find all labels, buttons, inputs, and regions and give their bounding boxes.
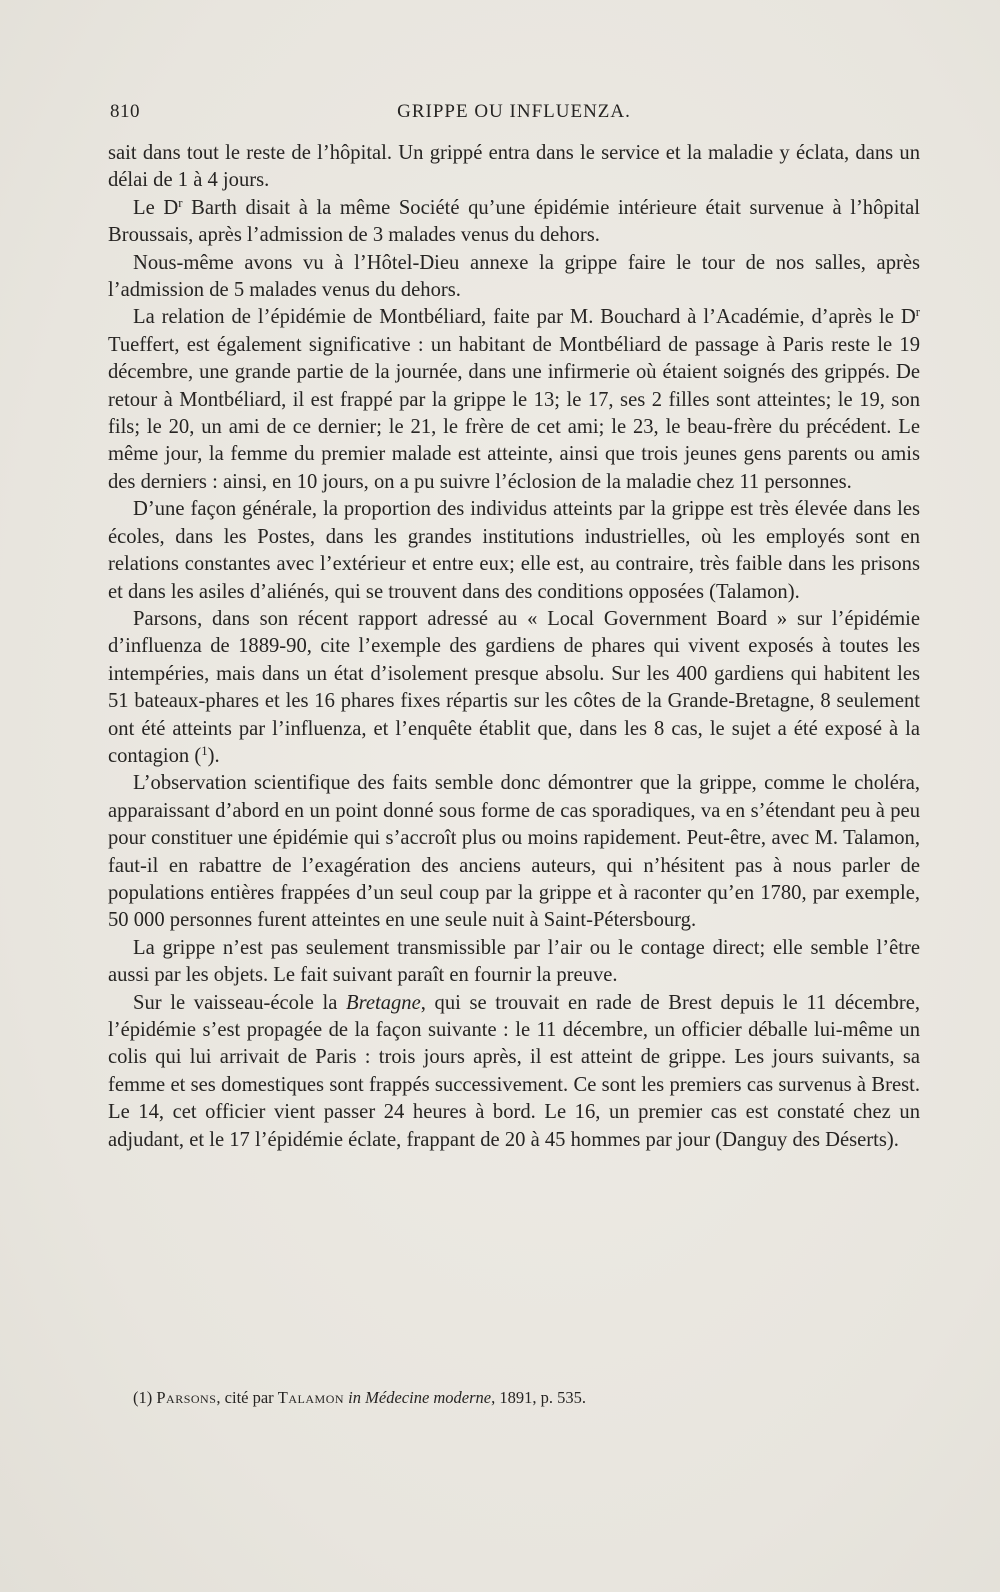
footnote-marker: (1) — [133, 1388, 153, 1407]
ship-name: Bretagne — [346, 991, 421, 1014]
running-title: GRIPPE OU INFLUENZA. — [397, 101, 631, 122]
paragraph-5: D’une façon générale, la proportion des individus atteints par la grippe est très élevée dans les écoles, dans les Postes, dans les grandes institutions industrielles, où les employés sont en relations constantes avec l’extérieur et entre eux; elle est, au contraire, très faible dans les prisons et dans les asiles d’aliénés, qui se trouvent dans des conditions opposées (Talamon). — [108, 498, 920, 603]
footnote-author-2: Talamon — [277, 1388, 345, 1407]
paragraph-6: Parsons, dans son récent rapport adressé au « Local Government Board » sur l’épidémie d’influenza de 1889-90, cite l’exemple des gardiens de phares qui vivent exposés à toutes les intempéries, mais dans un état d’isolement presque absolu. Sur les 400 gardiens qui habitent les 51 bateaux-phares et les 16 phares fixes répartis sur les côtes de la Grande-Bretagne, 8 seulement ont été atteints par l’influenza, et l’enquête établit que, dans les 8 cas, le sujet a été exposé à la contagion ($^1$). — [108, 607, 920, 767]
paragraph-8: La grippe n’est pas seulement transmissible par l’air ou le contage direct; elle semble l’être aussi par les objets. Le fait suivant paraît en fournir la preuve. — [108, 936, 920, 987]
page-number: 810 — [110, 101, 140, 122]
footnote-journal: Médecine moderne — [365, 1388, 492, 1407]
page-header — [108, 101, 920, 127]
footnote-reference[interactable]: 1 — [201, 743, 208, 758]
paragraph-7: L’observation scientifique des faits semble donc démontrer que la grippe, comme le choléra, apparaissant d’abord en un point donné sous forme de cas sporadiques, va en s’étendant peu à peu pour constituer une épidémie qui s’accroît plus ou moins rapidement. Peut-être, avec M. Talamon, faut-il en rabattre de l’exagération des anciens auteurs, qui n’hésitent pas à nous parler de populations entières frappées d’un seul coup par la grippe et à raconter qu’en 1780, par exemple, 50 000 personnes furent atteintes en une seule nuit à Saint-Pétersbourg. — [108, 772, 920, 932]
paragraph-1: sait dans tout le reste de l’hôpital. Un grippé entra dans le service et la maladie y éclata, dans un délai de 1 à 4 jours. — [108, 142, 920, 192]
paragraph-4: La relation de l’épidémie de Montbéliard, faite par M. Bouchard à l’Académie, d’après le $D^r$ Tueffert, est également significative : un habitant de Montbéliard de passage à Paris reste le 19 décembre, une grande partie de la journée, dans une infirmerie où étaient soignés des grippés. De retour à Montbéliard, il est frappé par la grippe le 13; le 17, ses 2 filles sont atteintes; le 19, son fils; le 20, un ami de ce dernier; le 21, le frère de cet ami; le 23, le beau-frère du précédent. Le même jour, la femme du premier malade est atteinte, ainsi que trois jeunes gens parents ou amis des derniers : ainsi, en 10 jours, on a pu suivre l’éclosion de la maladie chez 11 personnes. — [108, 305, 920, 493]
paragraph-3: Nous-même avons vu à l’Hôtel-Dieu annexe la grippe faire le tour de nos salles, après l’admission de 5 malades venus du dehors. — [108, 251, 920, 302]
paragraph-9: Sur le vaisseau-école la Bretagne, qui se trouvait en rade de Brest depuis le 11 décembre, l’épidémie s’est propagée de la façon suivante : le 11 décembre, un officier déballe lui-même un colis qui lui arrivait de Paris : trois jours après, il est atteint de grippe. Les jours suivants, sa femme et ses domestiques sont frappés successivement. Ce sont les premiers cas survenus à Brest. Le 14, cet officier vient passer 24 heures à bord. Le 16, un premier cas est constaté chez un adjudant, et le 17 l’épidémie éclate, frappant de 20 à 45 hommes par jour (Danguy des Déserts). — [108, 991, 920, 1151]
footnote: (1) Parsons, cité par Talamon in Médecine moderne, 1891, p. 535. — [133, 1388, 586, 1407]
footnote-author: Parsons — [156, 1388, 217, 1407]
body-text — [108, 140, 920, 1154]
paragraph-2: Le $D^r$ Barth disait à la même Société qu’une épidémie intérieure était survenue à l’hôpital Broussais, après l’admission de 3 malades venus du dehors. — [108, 195, 921, 247]
